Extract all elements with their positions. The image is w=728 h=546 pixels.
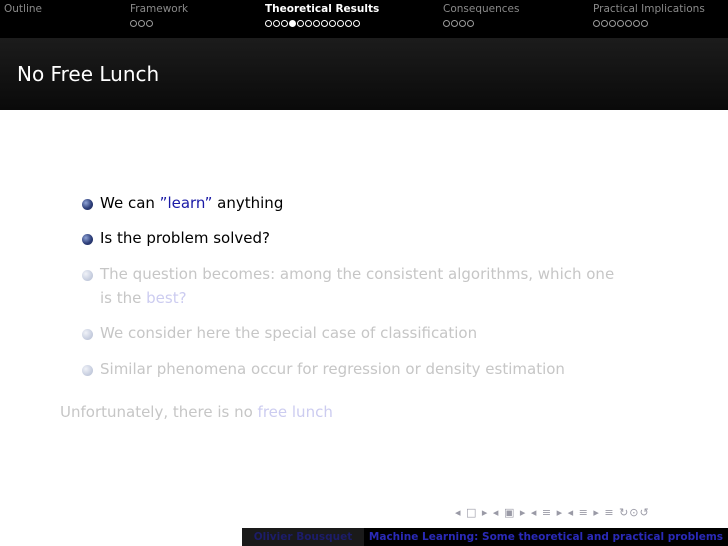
nav-section-outline[interactable]	[4, 3, 42, 28]
frame-progress-dot[interactable]	[625, 20, 632, 27]
frame-progress-dot[interactable]	[329, 20, 336, 27]
nav-section-consequences[interactable]	[443, 3, 519, 28]
nav-section-label: Outline	[4, 3, 42, 15]
bullet-ball-icon	[82, 365, 93, 376]
bullet-ball-icon	[82, 329, 93, 340]
frame-progress-dot[interactable]	[345, 20, 352, 27]
bullet-text: We consider here the special case of classification	[100, 324, 478, 342]
frame-progress-dot[interactable]	[601, 20, 608, 27]
frame-progress-dot[interactable]	[641, 20, 648, 27]
frame-progress-dot[interactable]	[443, 20, 450, 27]
frame-progress-dot[interactable]	[138, 20, 145, 27]
frame-progress-dot[interactable]	[146, 20, 153, 27]
bullet-text: We can ”learn” anything	[100, 194, 284, 212]
alert-text: ”learn”	[159, 194, 213, 212]
frame-progress-dot[interactable]	[353, 20, 360, 27]
frame-progress-dot[interactable]	[289, 20, 296, 27]
nav-progress-dots	[443, 20, 519, 28]
footer	[0, 528, 728, 546]
frame-progress-dot[interactable]	[130, 20, 137, 27]
nav-progress-dots	[130, 20, 188, 28]
frame-progress-dot[interactable]	[633, 20, 640, 27]
bullet-ball-icon	[82, 234, 93, 245]
frame-progress-dot[interactable]	[593, 20, 600, 27]
bullet-text-continuation: is the best?	[100, 289, 187, 307]
frame-progress-dot[interactable]	[305, 20, 312, 27]
nav-progress-dots	[4, 20, 42, 28]
footer-left-panel	[0, 528, 242, 546]
frame-progress-dot[interactable]	[467, 20, 474, 27]
frame-progress-dot[interactable]	[321, 20, 328, 27]
frame-progress-dot[interactable]	[297, 20, 304, 27]
page-title: No Free Lunch	[17, 62, 160, 86]
frame-progress-dot[interactable]	[265, 20, 272, 27]
closing-statement: Unfortunately, there is no free lunch	[60, 403, 333, 421]
bullet-text: Is the problem solved?	[100, 229, 270, 247]
beamer-navigation-symbols[interactable]: ◂ □ ▸ ◂ ▣ ▸ ◂ ≡ ▸ ◂ ≡ ▸ ≡ ↻⊙↺	[455, 506, 650, 519]
frame-progress-dot[interactable]	[273, 20, 280, 27]
bullet-text: The question becomes: among the consistent algorithms, which one	[100, 265, 615, 283]
nav-section-label: Consequences	[443, 3, 520, 15]
frame-progress-dot[interactable]	[313, 20, 320, 27]
frame-title-bar	[0, 38, 728, 110]
footer-author: Olivier Bousquet	[242, 528, 364, 546]
alert-text: free lunch	[257, 403, 333, 421]
nav-section-theoretical-results[interactable]	[265, 3, 379, 28]
bullet-ball-icon	[82, 199, 93, 210]
bullet-ball-icon	[82, 270, 93, 281]
frame-progress-dot[interactable]	[281, 20, 288, 27]
nav-progress-dots	[265, 20, 379, 28]
frame-progress-dot[interactable]	[609, 20, 616, 27]
nav-section-practical-implications[interactable]	[593, 3, 705, 28]
bullet-text: Similar phenomena occur for regression or density estimation	[100, 360, 565, 378]
frame-progress-dot[interactable]	[459, 20, 466, 27]
nav-section-label: Theoretical Results	[265, 3, 380, 15]
frame-progress-dot[interactable]	[617, 20, 624, 27]
nav-section-label: Framework	[130, 3, 189, 15]
section-navigation-bar	[0, 0, 728, 38]
alert-text: best?	[146, 289, 187, 307]
footer-title: Machine Learning: Some theoretical and practical problems	[364, 528, 728, 546]
frame-progress-dot[interactable]	[451, 20, 458, 27]
nav-progress-dots	[593, 20, 705, 28]
nav-section-framework[interactable]	[130, 3, 188, 28]
frame-progress-dot[interactable]	[337, 20, 344, 27]
nav-section-label: Practical Implications	[593, 3, 705, 15]
